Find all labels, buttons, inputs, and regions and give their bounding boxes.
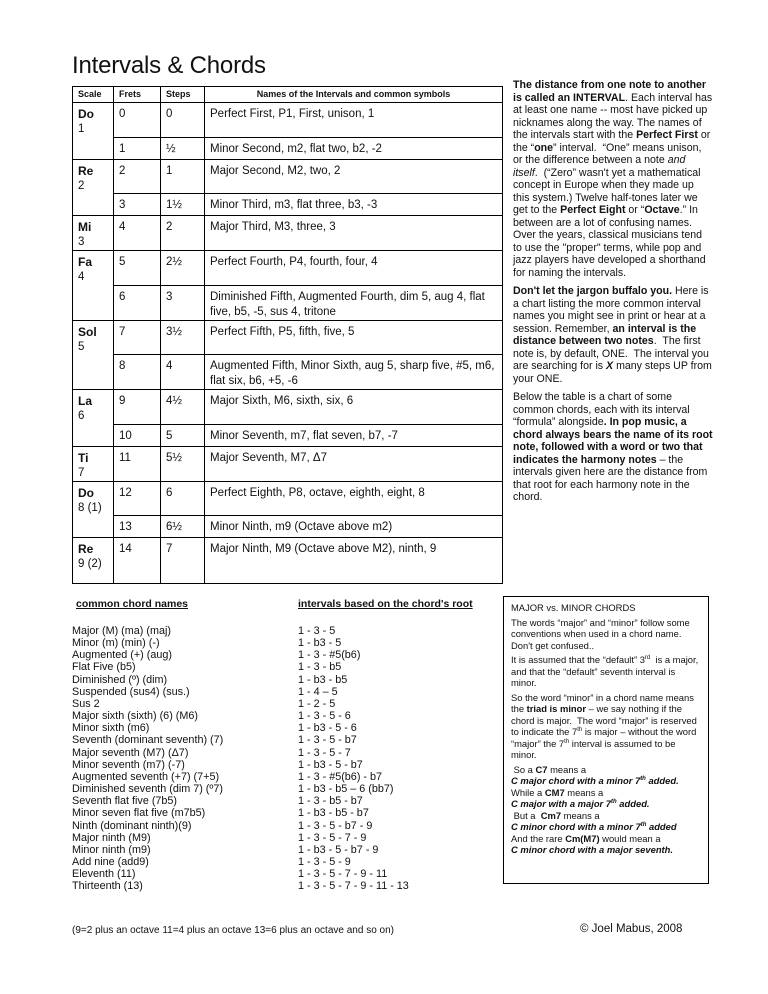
steps-cell-text: 5½: [166, 451, 182, 464]
chord-formulas-list: [298, 625, 409, 892]
table-row: [73, 424, 503, 446]
box-line-2: C major chord with a minor 7th added.: [511, 775, 679, 786]
scale-cell: [73, 320, 114, 355]
scale-cell: [73, 481, 114, 516]
scale-degree: Re: [78, 163, 94, 178]
chord-name: Thirteenth (13): [72, 880, 143, 893]
col-header-scale: Scale: [73, 87, 114, 103]
frets-cell-text: 1: [119, 142, 126, 155]
scale-cell: [73, 103, 114, 138]
chord-name: Major seventh (M7) (Δ7): [72, 746, 189, 759]
box-line-8: C minor chord with a major seventh.: [511, 844, 674, 855]
frets-cell-text: 8: [119, 360, 126, 372]
steps-cell-text: 2½: [166, 256, 182, 268]
frets-cell-text: 11: [119, 451, 131, 464]
frets-cell: [114, 390, 161, 425]
chord-formula: 1 - 3 - 5 - 9: [298, 855, 351, 868]
scale-number: 2: [78, 179, 85, 192]
scale-number: 5: [78, 340, 85, 353]
box-title: MAJOR vs. MINOR CHORDS: [511, 602, 636, 613]
chord-formula: 1 - 3 - 5 - b7: [298, 734, 357, 747]
chord-name: Eleventh (11): [72, 868, 136, 881]
scale-degree: Sol: [78, 324, 97, 339]
chord-formula: 1 - 3 - b5 - b7: [298, 795, 363, 808]
chord-name: Augmented (+) (aug): [72, 649, 172, 662]
steps-cell-text: 4: [166, 360, 173, 372]
major-minor-box: [503, 596, 709, 884]
steps-cell-text: 1: [166, 164, 173, 177]
chord-name: Minor ninth (m9): [72, 843, 151, 856]
scale-degree: Re: [78, 542, 94, 556]
frets-cell-text: 5: [119, 256, 126, 268]
table-row: [73, 355, 503, 390]
box-paragraph-3: So the word “minor” in a chord name means the triad is minor – we say nothing if the chord is major. The word “major” is reserved to indicate the 7th is major – without the word “major” the 7th interval is assumed to be minor.: [511, 691, 697, 760]
chord-formula: 1 - 3 - #5(b6): [298, 649, 361, 662]
chord-name: Flat Five (b5): [72, 661, 136, 674]
box-paragraph-2: It is assumed that the “default” 3rd is a major, and that the “default” seventh interval is minor.: [511, 654, 699, 688]
interval-names-cell-text: Major Third, M3, three, 3: [210, 221, 336, 233]
frets-cell: [114, 285, 161, 320]
steps-cell: [161, 355, 205, 390]
chord-formula: 1 - b3 - 5 - b7: [298, 758, 363, 771]
box-line-6: C minor chord with a minor 7th added: [511, 821, 677, 832]
intro-paragraph-3: Below the table is a chart of some common chords, each with its interval “formula” alongside. In pop music, a chord always bears the name of its root note, followed with a word or two that indicates the harmony notes – the intervals given here are the distance from that root for each harmony note in the chord.: [513, 391, 713, 503]
chord-name: Add nine (add9): [72, 855, 149, 868]
frets-cell-text: 10: [119, 429, 132, 442]
chord-name: Sus 2: [72, 697, 100, 710]
chord-formula: 1 - b3 - 5: [298, 637, 342, 650]
steps-cell-text: 0: [166, 108, 173, 120]
frets-cell-text: 6: [119, 290, 126, 303]
interval-names-cell: [205, 251, 503, 286]
interval-names-cell-text: Minor Ninth, m9 (Octave above m2): [210, 521, 393, 533]
steps-cell: [161, 390, 205, 425]
chord-formula: 1 - b3 - 5 - b7 - 9: [298, 843, 379, 856]
interval-names-cell: [205, 516, 503, 538]
copyright: © Joel Mabus, 2008: [580, 923, 683, 935]
scale-number: 4: [78, 271, 85, 283]
frets-cell: [114, 216, 161, 251]
table-row: [73, 538, 503, 584]
box-line-4: C major with a major 7th added.: [511, 798, 650, 809]
footnote: (9=2 plus an octave 11=4 plus an octave 13=6 plus an octave and so on): [72, 925, 394, 936]
steps-cell: [161, 159, 205, 194]
interval-names-cell-text: Minor Second, m2, flat two, b2, -2: [210, 142, 382, 155]
chord-name: Minor sixth (m6): [72, 722, 150, 735]
frets-cell: [114, 320, 161, 355]
interval-names-cell-text: Augmented Fifth, Minor Sixth, aug 5, sharp five, #5, m6, flat six, b6, +5, -6: [210, 360, 495, 387]
interval-names-cell-text: Major Seventh, M7, Δ7: [210, 451, 327, 464]
steps-cell-text: 1½: [166, 199, 182, 211]
scale-degree: Fa: [78, 255, 93, 269]
steps-cell-text: 2: [166, 221, 173, 233]
chord-name: Major (M) (ma) (maj): [72, 625, 171, 637]
table-row: [73, 446, 503, 481]
interval-names-cell: [205, 390, 503, 425]
frets-cell: [114, 516, 161, 538]
scale-cell: [73, 285, 114, 320]
scale-number: 9 (2): [78, 558, 102, 570]
chord-name: Seventh (dominant seventh) (7): [72, 734, 224, 747]
scale-cell: [73, 251, 114, 286]
interval-names-cell: [205, 285, 503, 320]
col-header-names: Names of the Intervals and common symbols: [205, 87, 503, 103]
interval-table: [72, 86, 503, 584]
interval-names-cell-text: Major Ninth, M9 (Octave above M2), ninth, 9: [210, 543, 437, 555]
chord-formula: 1 - 2 - 5: [298, 697, 336, 710]
scale-cell: [73, 390, 114, 425]
page-title: Intervals & Chords: [72, 52, 266, 79]
steps-cell: [161, 194, 205, 216]
interval-names-cell: [205, 355, 503, 390]
scale-number: 6: [78, 410, 85, 422]
frets-cell: [114, 355, 161, 390]
steps-cell: [161, 137, 205, 159]
frets-cell-text: 12: [119, 486, 132, 499]
chord-formula: 1 - b3 - b5 – 6 (bb7): [298, 783, 394, 796]
chord-intervals-header: intervals based on the chord's root: [298, 598, 473, 610]
table-row: [73, 516, 503, 538]
chord-name: Suspended (sus4) (sus.): [72, 685, 190, 698]
frets-cell: [114, 159, 161, 194]
interval-names-cell: [205, 424, 503, 446]
intro-paragraph-2: Don't let the jargon buffalo you. Here is a chart listing the more common interval names you might see in print or hear at a session. Remember, an interval is the distance between two notes. The first note is, by default, ONE. The interval you are searching for is X many steps UP from your ONE.: [513, 285, 712, 385]
chord-formula: 1 - 3 - 5: [298, 625, 336, 637]
interval-names-cell: [205, 159, 503, 194]
chord-formula: 1 - 3 - b5: [298, 661, 342, 674]
chord-name: Ninth (dominant ninth)(9): [72, 819, 192, 832]
steps-cell-text: 3: [166, 290, 173, 303]
frets-cell: [114, 424, 161, 446]
col-header-frets: Frets: [114, 87, 161, 103]
interval-names-cell: [205, 481, 503, 516]
table-row: [73, 285, 503, 320]
box-paragraph-1: The words “major” and “minor” follow some conventions when used in a chord name. Don't get confused..: [511, 616, 690, 651]
frets-cell: [114, 446, 161, 481]
steps-cell: [161, 216, 205, 251]
chord-formula: 1 - 4 – 5: [298, 685, 338, 698]
scale-cell: [73, 355, 114, 390]
chord-formula: 1 - 3 - 5 - 7: [298, 746, 351, 759]
frets-cell: [114, 103, 161, 138]
steps-cell-text: 4½: [166, 395, 182, 407]
box-line-3: While a CM7 means a: [511, 786, 604, 798]
scale-cell: [73, 216, 114, 251]
col-header-steps: Steps: [161, 87, 205, 103]
scale-degree: Mi: [78, 220, 92, 234]
scale-cell: [73, 538, 114, 584]
steps-cell-text: 6½: [166, 521, 182, 533]
interval-names-cell: [205, 137, 503, 159]
chord-name: Major ninth (M9): [72, 831, 151, 844]
interval-names-cell-text: Perfect Fifth, P5, fifth, five, 5: [210, 325, 355, 338]
frets-cell: [114, 251, 161, 286]
frets-cell-text: 7: [119, 325, 126, 338]
steps-cell: [161, 320, 205, 355]
chord-name: Seventh flat five (7b5): [72, 795, 178, 808]
scale-number: 3: [78, 236, 85, 248]
chord-formula: 1 - 3 - 5 - 7 - 9 - 11 - 13: [298, 880, 409, 893]
scale-number: 7: [78, 466, 85, 479]
steps-cell: [161, 424, 205, 446]
steps-cell-text: 3½: [166, 325, 182, 338]
frets-cell-text: 0: [119, 108, 126, 120]
frets-cell-text: 13: [119, 521, 132, 533]
steps-cell-text: ½: [166, 142, 176, 155]
steps-cell: [161, 285, 205, 320]
chord-formula: 1 - 3 - #5(b6) - b7: [298, 770, 383, 783]
table-row: [73, 251, 503, 286]
chord-name: Diminished seventh (dim 7) (º7): [72, 783, 223, 796]
frets-cell-text: 9: [119, 395, 126, 407]
frets-cell: [114, 481, 161, 516]
chord-formula: 1 - b3 - 5 - 6: [298, 722, 357, 735]
scale-cell: [73, 137, 114, 159]
box-line-7: And the rare Cm(M7) would mean a: [511, 832, 661, 844]
table-row: [73, 481, 503, 516]
scale-cell: [73, 446, 114, 481]
chord-names-header: common chord names: [76, 598, 189, 610]
steps-cell-text: 5: [166, 429, 173, 442]
table-row: [73, 216, 503, 251]
table-row: [73, 137, 503, 159]
interval-names-cell-text: Minor Seventh, m7, flat seven, b7, -7: [210, 429, 398, 442]
interval-names-cell: [205, 446, 503, 481]
table-row: [73, 390, 503, 425]
chord-name: Minor (m) (min) (-): [72, 637, 160, 650]
steps-cell-text: 6: [166, 486, 173, 499]
steps-cell: [161, 481, 205, 516]
scale-degree: Do: [78, 485, 94, 500]
scale-cell: [73, 424, 114, 446]
chord-formula: 1 - b3 - b5 - b7: [298, 807, 369, 820]
interval-names-cell: [205, 216, 503, 251]
frets-cell-text: 14: [119, 543, 132, 555]
interval-names-cell: [205, 103, 503, 138]
box-line-5: But a Cm7 means a: [511, 809, 600, 821]
interval-names-cell-text: Perfect Eighth, P8, octave, eighth, eight, 8: [210, 486, 425, 499]
scale-cell: [73, 159, 114, 194]
frets-cell-text: 2: [119, 164, 126, 177]
scale-degree: Do: [78, 107, 94, 121]
intro-text: [513, 79, 713, 510]
frets-cell: [114, 137, 161, 159]
interval-names-cell-text: Major Sixth, M6, sixth, six, 6: [210, 395, 354, 407]
chord-name: Minor seven flat five (m7b5): [72, 807, 206, 820]
chord-name: Augmented seventh (+7) (7+5): [72, 770, 220, 783]
chord-formula: 1 - 3 - 5 - 7 - 9 - 11: [298, 868, 388, 881]
table-row: [73, 194, 503, 216]
interval-names-cell-text: Minor Third, m3, flat three, b3, -3: [210, 199, 378, 211]
interval-names-cell: [205, 194, 503, 216]
interval-names-cell-text: Major Second, M2, two, 2: [210, 164, 341, 177]
chord-formula: 1 - 3 - 5 - b7 - 9: [298, 819, 373, 832]
chord-formula: 1 - 3 - 5 - 6: [298, 710, 351, 723]
box-line-1: So a C7 means a: [511, 763, 587, 775]
table-row: [73, 320, 503, 355]
steps-cell-text: 7: [166, 543, 173, 555]
chord-name: Major sixth (sixth) (6) (M6): [72, 710, 198, 723]
scale-number: 8 (1): [78, 501, 102, 514]
intro-paragraph-1: The distance from one note to another is called an INTERVAL. Each interval has at least one name -- most have picked up nicknames along the way. The names of the intervals start with the Perfect First or the “one” interval. “One” means unison, or the difference between a note and itself. (“Zero” wasn't yet a mathematical concept in Europe when they made up this system.) Twelve half-tones later we get to the Perfect Eight or “Octave.” In between are a lot of confusing names. Over the years, classical musicians tend to use the "proper" terms, while pop and jazz players have developed a shorthand for naming the intervals.: [513, 79, 713, 279]
frets-cell: [114, 538, 161, 584]
scale-degree: La: [78, 394, 93, 408]
chord-formula: 1 - 3 - 5 - 7 - 9: [298, 831, 367, 844]
frets-cell-text: 4: [119, 221, 126, 233]
chord-name: Diminished (º) (dim): [72, 673, 168, 686]
scale-number: 1: [78, 123, 85, 135]
steps-cell: [161, 103, 205, 138]
chord-name: Minor seventh (m7) (-7): [72, 758, 185, 771]
steps-cell: [161, 251, 205, 286]
frets-cell: [114, 194, 161, 216]
interval-names-cell: [205, 320, 503, 355]
steps-cell: [161, 516, 205, 538]
steps-cell: [161, 538, 205, 584]
steps-cell: [161, 446, 205, 481]
interval-names-cell-text: Perfect First, P1, First, unison, 1: [210, 108, 375, 120]
frets-cell-text: 3: [119, 199, 126, 211]
scale-degree: Ti: [78, 450, 89, 465]
chord-formula: 1 - b3 - b5: [298, 673, 348, 686]
scale-cell: [73, 516, 114, 538]
interval-names-cell-text: Perfect Fourth, P4, fourth, four, 4: [210, 256, 378, 268]
interval-names-cell-text: Diminished Fifth, Augmented Fourth, dim 5, aug 4, flat five, b5, -5, sus 4, tritone: [210, 290, 485, 318]
interval-names-cell: [205, 538, 503, 584]
table-row: [73, 103, 503, 138]
scale-cell: [73, 194, 114, 216]
table-row: [73, 159, 503, 194]
chord-names-list: [72, 625, 223, 892]
